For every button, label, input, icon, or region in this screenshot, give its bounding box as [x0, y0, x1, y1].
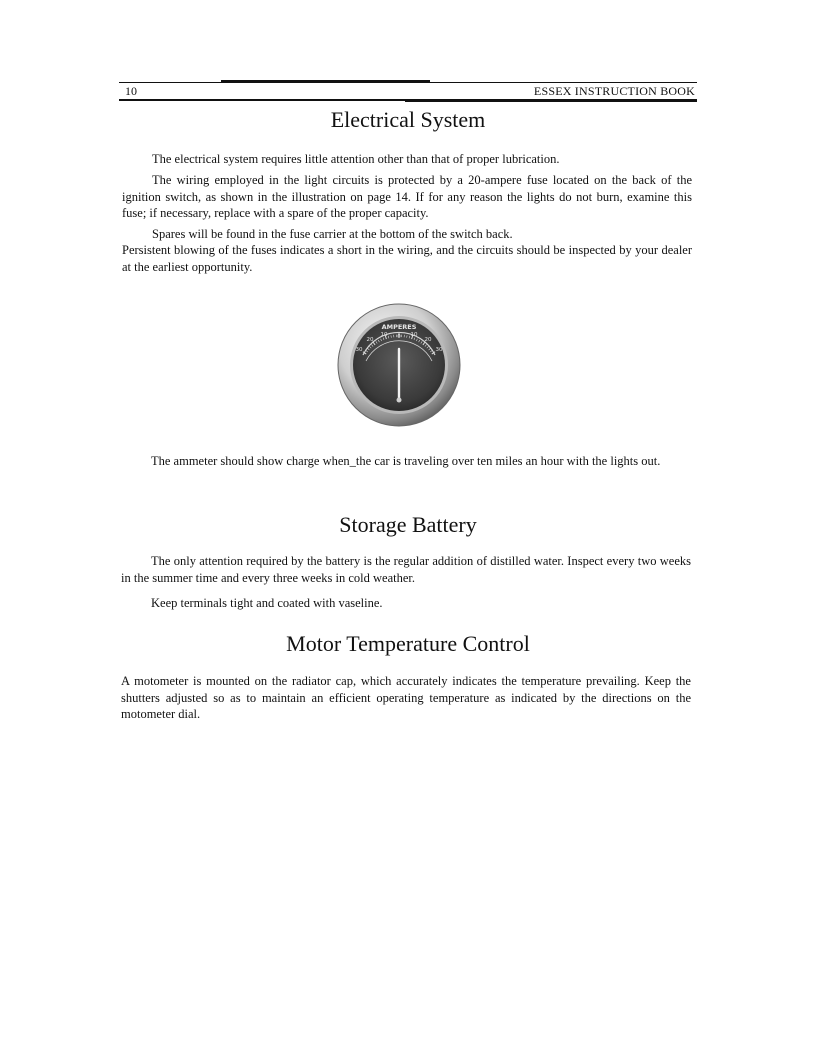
gauge-scale-label: 20 [366, 337, 374, 343]
ammeter-gauge [337, 303, 461, 427]
gauge-needle-pivot [397, 398, 402, 403]
gauge-scale-label: 30 [435, 347, 443, 353]
storage-battery-heading: Storage Battery [339, 512, 477, 537]
electrical-paragraph-5: The ammeter should show charge when_the car is traveling over ten miles an hour with the lights out. [151, 454, 661, 468]
motor-paragraph-1: A motometer is mounted on the radiator cap, which accurately indicates the temperature prevailing. Keep the shutters adjusted so as to maintain an efficient operating temperature as indicated by the directions on the motometer dial. [121, 674, 691, 721]
running-header [119, 84, 697, 99]
gauge-scale-label: 20 [424, 337, 432, 343]
battery-paragraph-2: Keep terminals tight and coated with vaseline. [151, 596, 383, 610]
electrical-paragraph-4: Persistent blowing of the fuses indicates a short in the wiring, and the circuits should be inspected by your dealer at the earliest opportunity. [122, 243, 692, 274]
electrical-paragraph-3: Spares will be found in the fuse carrier at the bottom of the switch back. [152, 227, 513, 241]
battery-paragraph-1: The only attention required by the battery is the regular addition of distilled water. Inspect every two weeks in the summer time and every three weeks in cold weather. [121, 554, 691, 585]
electrical-paragraph-2: The wiring employed in the light circuits is protected by a 20-ampere fuse located on the back of the ignition switch, as shown in the illustration on page 14. If for any reason the lights do not burn, examine this fuse; if necessary, replace with a spare of the proper capacity. [122, 173, 692, 220]
gauge-scale-label: 0 [397, 334, 401, 340]
header-top-rule [119, 82, 697, 83]
page-number: 10 [125, 84, 137, 98]
gauge-scale-label: 10 [380, 332, 388, 338]
header-bottom-rule-thin [405, 101, 697, 102]
motor-temperature-heading: Motor Temperature Control [286, 631, 530, 656]
gauge-unit-label: AMPERES [381, 323, 417, 331]
electrical-paragraph-1: The electrical system requires little attention other than that of proper lubrication. [152, 152, 560, 166]
gauge-scale-label: 10 [410, 332, 418, 338]
gauge-scale-label: 30 [355, 347, 363, 353]
ammeter-illustration [337, 303, 461, 427]
book-title: ESSEX INSTRUCTION BOOK [533, 84, 695, 98]
electrical-system-heading: Electrical System [330, 107, 486, 132]
